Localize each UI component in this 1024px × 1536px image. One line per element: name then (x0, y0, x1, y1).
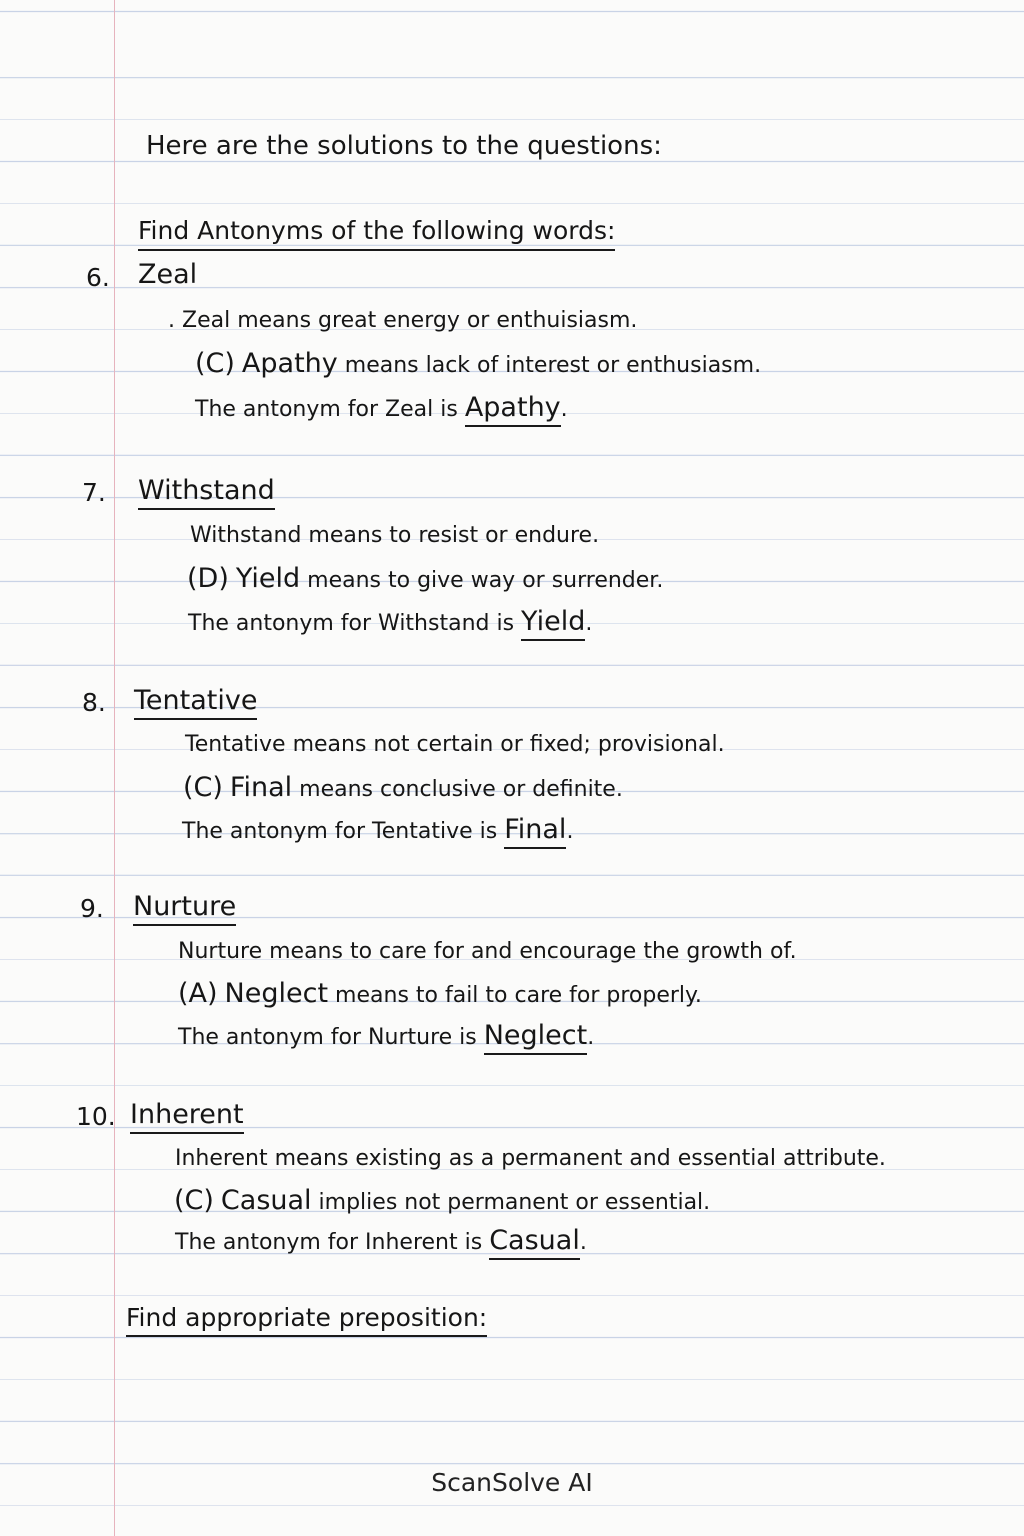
section-heading-preposition: Find appropriate preposition: (126, 1305, 487, 1337)
answer-line (188, 608, 592, 635)
answer-line (175, 1227, 587, 1254)
option-line (178, 980, 702, 1007)
answer-period: . (560, 397, 568, 422)
question-word: Withstand (138, 477, 275, 510)
answer-period: . (587, 1025, 595, 1050)
answer-prefix: The antonym for Zeal is (195, 397, 458, 422)
option-meaning: means to give way or surrender. (307, 568, 664, 593)
answer-period: . (579, 1230, 587, 1255)
meaning-text: Inherent means existing as a permanent and essential attribute. (175, 1146, 886, 1171)
option-line (195, 350, 761, 377)
option-meaning: means conclusive or definite. (299, 777, 623, 802)
answer-prefix: The antonym for Nurture is (178, 1025, 477, 1050)
page-margin-line (114, 0, 115, 1536)
option-letter: (C) (195, 348, 235, 379)
meaning-text: Nurture means to care for and encourage the growth of. (178, 939, 797, 964)
footer-watermark: ScanSolve AI (431, 1468, 593, 1497)
meaning-line (168, 310, 637, 332)
option-word: Neglect (224, 978, 329, 1009)
answer-line (195, 394, 568, 421)
question-number: 10. (76, 1102, 116, 1131)
option-meaning: means lack of interest or enthusiasm. (344, 353, 762, 378)
answer-word: Apathy (465, 392, 561, 427)
meaning-text: Zeal means great energy or enthuisiasm. (182, 308, 638, 333)
option-letter: (A) (178, 978, 218, 1009)
answer-line (178, 1022, 594, 1049)
bullet-mark: . (168, 308, 175, 333)
answer-word: Final (504, 814, 566, 849)
option-letter: (C) (174, 1185, 214, 1216)
question-number: 9. (80, 894, 104, 923)
answer-prefix: The antonym for Tentative is (182, 819, 498, 844)
answer-word: Neglect (484, 1020, 588, 1055)
section-heading-antonyms: Find Antonyms of the following words: (138, 218, 615, 251)
question-number: 7. (82, 478, 106, 507)
option-word: Final (229, 772, 293, 803)
option-word: Apathy (241, 348, 338, 379)
answer-period: . (585, 611, 593, 636)
answer-prefix: The antonym for Withstand is (188, 611, 515, 636)
option-line (183, 774, 623, 801)
answer-line (182, 816, 573, 843)
intro-text: Here are the solutions to the questions: (146, 131, 662, 161)
option-word: Yield (235, 563, 301, 594)
option-line (174, 1187, 710, 1214)
answer-word: Yield (521, 606, 585, 641)
answer-word: Casual (489, 1225, 580, 1260)
question-word: Zeal (138, 259, 198, 290)
option-word: Casual (220, 1185, 312, 1216)
question-number: 8. (82, 688, 106, 717)
option-meaning: implies not permanent or essential. (318, 1190, 711, 1215)
meaning-text: Tentative means not certain or fixed; provisional. (185, 732, 725, 757)
meaning-text: Withstand means to resist or endure. (190, 523, 600, 548)
question-number: 6. (86, 263, 110, 292)
option-line (187, 565, 663, 592)
option-meaning: means to fail to care for properly. (335, 983, 702, 1008)
question-word: Inherent (130, 1101, 244, 1134)
answer-period: . (566, 819, 574, 844)
option-letter: (C) (183, 772, 223, 803)
question-word: Nurture (133, 893, 236, 926)
option-letter: (D) (187, 563, 229, 594)
answer-prefix: The antonym for Inherent is (175, 1230, 483, 1255)
question-word: Tentative (134, 687, 257, 720)
